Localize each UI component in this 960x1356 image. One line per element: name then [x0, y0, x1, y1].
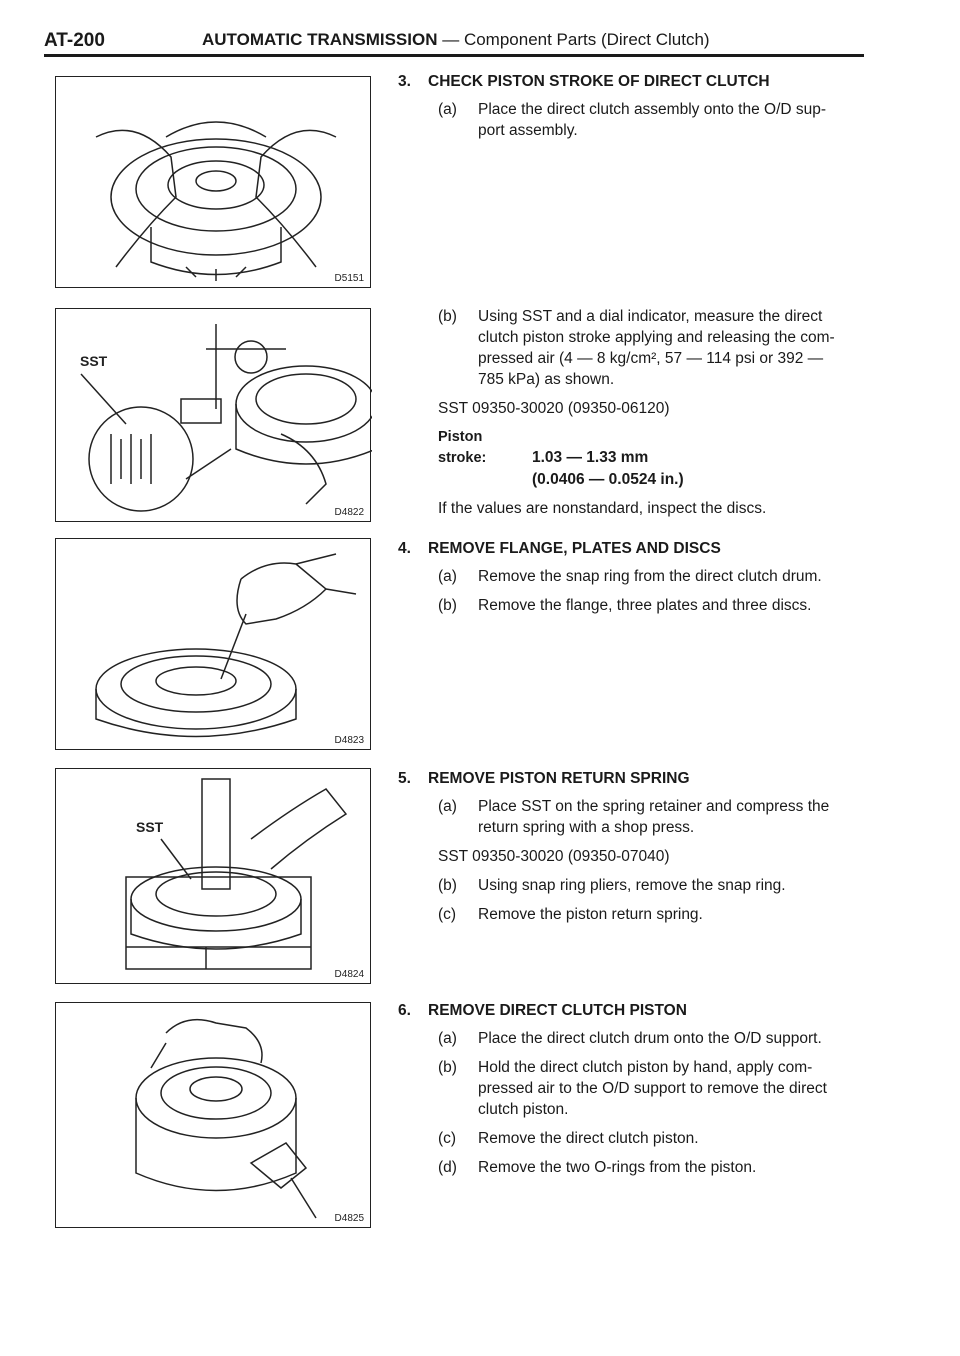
step-text: Place the direct clutch assembly onto the O/D sup- [478, 101, 827, 118]
step-text: port assembly. [478, 122, 578, 139]
section-3-continued [398, 306, 888, 527]
section-title: CHECK PISTON STROKE OF DIRECT CLUTCH [428, 73, 770, 90]
sst-label: SST [136, 819, 164, 835]
step-text: clutch piston stroke applying and releasing the com- [478, 329, 835, 346]
section-title: REMOVE DIRECT CLUTCH PISTON [428, 1002, 687, 1019]
title-sub: — Component Parts (Direct Clutch) [442, 30, 710, 49]
step-text: Remove the snap ring from the direct clutch drum. [478, 568, 822, 585]
step-text: Place SST on the spring retainer and compress the [478, 798, 830, 815]
sst-number: SST 09350-30020 (09350-06120) [438, 400, 670, 417]
step-marker: (b) [438, 1059, 457, 1076]
figure-code: D4822 [334, 507, 364, 518]
step-marker: (a) [438, 568, 457, 585]
spec-value-in: (0.0406 — 0.0524 in.) [532, 471, 684, 488]
section-heading [398, 540, 888, 558]
section-6 [398, 1002, 888, 1186]
spec-label: Piston stroke: [438, 429, 487, 466]
figure-code: D5151 [334, 273, 364, 284]
figure-3-illustration [56, 539, 372, 751]
step-text: return spring with a shop press. [478, 819, 695, 836]
figure-code: D4823 [334, 735, 364, 746]
step-text: pressed air (4 — 8 kg/cm², 57 — 114 psi or 392 — [478, 350, 824, 367]
step-b [398, 875, 888, 896]
step-marker: (a) [438, 101, 457, 118]
figure-3 [55, 538, 371, 750]
step-text: pressed air to the O/D support to remove the direct [478, 1080, 827, 1097]
step-marker: (b) [438, 308, 457, 325]
section-4 [398, 540, 888, 624]
page-title [202, 30, 710, 50]
figure-5 [55, 1002, 371, 1228]
figure-1-illustration [56, 77, 372, 289]
piston-stroke-spec [398, 427, 888, 490]
sst-label: SST [80, 353, 108, 369]
step-text: Remove the piston return spring. [478, 906, 703, 923]
page-number: AT-200 [44, 30, 105, 51]
section-title: REMOVE PISTON RETURN SPRING [428, 770, 690, 787]
step-marker: (a) [438, 798, 457, 815]
step-a [398, 566, 888, 587]
figure-1 [55, 76, 371, 288]
step-text: Remove the direct clutch piston. [478, 1130, 699, 1147]
step-a [398, 796, 888, 838]
figure-2-illustration [56, 309, 372, 523]
section-heading [398, 73, 888, 91]
step-marker: (b) [438, 877, 457, 894]
figure-code: D4824 [334, 969, 364, 980]
step-a [398, 99, 888, 141]
step-d [398, 1157, 888, 1178]
sst-number: SST 09350-30020 (09350-07040) [438, 848, 670, 865]
figure-2 [55, 308, 371, 522]
note: If the values are nonstandard, inspect the discs. [438, 500, 767, 517]
step-text: 785 kPa) as shown. [478, 371, 615, 388]
step-c [398, 904, 888, 925]
step-marker: (d) [438, 1159, 457, 1176]
figure-4-illustration [56, 769, 372, 985]
step-text: Using SST and a dial indicator, measure the direct [478, 308, 823, 325]
step-marker: (a) [438, 1030, 457, 1047]
section-number: 6. [398, 1002, 411, 1019]
figure-code: D4825 [334, 1213, 364, 1224]
section-heading [398, 1002, 888, 1020]
step-marker: (c) [438, 906, 457, 923]
step-marker: (b) [438, 597, 457, 614]
section-title: REMOVE FLANGE, PLATES AND DISCS [428, 540, 721, 557]
page-header [44, 30, 864, 57]
section-3 [398, 73, 888, 149]
step-text: clutch piston. [478, 1101, 569, 1118]
figure-5-illustration [56, 1003, 372, 1229]
spec-value-mm: 1.03 — 1.33 mm [532, 449, 649, 466]
step-text: Hold the direct clutch piston by hand, apply com- [478, 1059, 813, 1076]
step-text: Place the direct clutch drum onto the O/D support. [478, 1030, 822, 1047]
step-text: Remove the two O-rings from the piston. [478, 1159, 757, 1176]
section-number: 3. [398, 73, 411, 90]
step-b [398, 306, 888, 390]
step-b [398, 595, 888, 616]
section-number: 4. [398, 540, 411, 557]
section-heading [398, 770, 888, 788]
section-number: 5. [398, 770, 411, 787]
figure-4 [55, 768, 371, 984]
title-main: AUTOMATIC TRANSMISSION [202, 30, 438, 49]
step-b [398, 1057, 888, 1120]
step-a [398, 1028, 888, 1049]
step-c [398, 1128, 888, 1149]
step-marker: (c) [438, 1130, 457, 1147]
step-text: Using snap ring pliers, remove the snap ring. [478, 877, 786, 894]
step-text: Remove the flange, three plates and three discs. [478, 597, 812, 614]
section-5 [398, 770, 888, 933]
